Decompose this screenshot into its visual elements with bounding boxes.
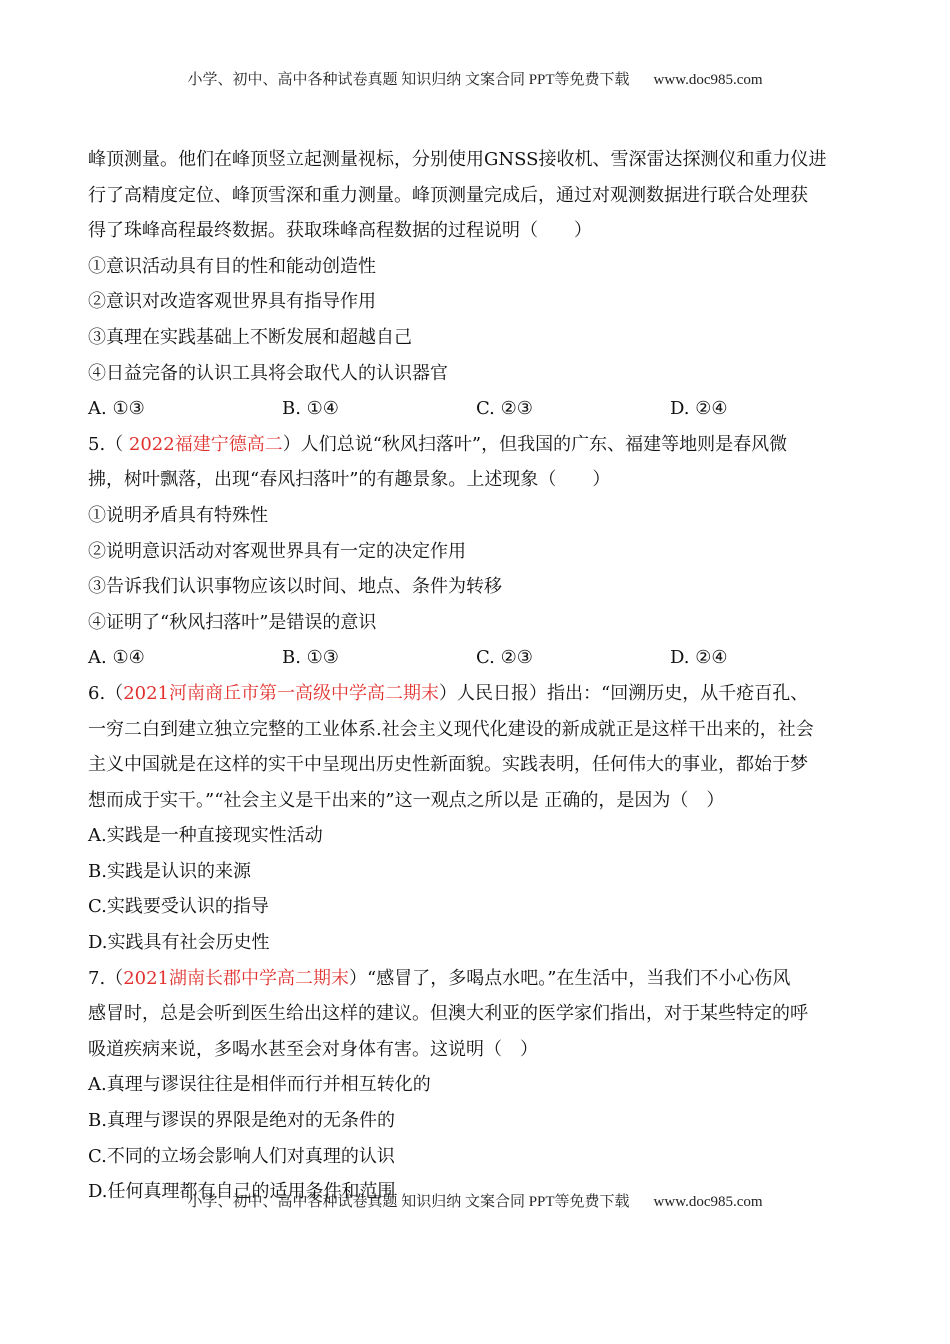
option-b: B.真理与谬误的界限是绝对的无条件的 <box>88 1110 395 1132</box>
question-stem-line: 拂，树叶飘落，出现“春风扫落叶”的有趣景象。上述现象（ ） <box>88 469 611 491</box>
question-text: ）“感冒了，多喝点水吧。”在生活中，当我们不小心伤风 <box>349 967 791 989</box>
page-header <box>0 68 950 89</box>
page-footer <box>0 1190 950 1211</box>
statement-item: ④证明了“秋风扫落叶”是错误的意识 <box>88 611 377 633</box>
option-a: A. ①④ <box>88 647 145 669</box>
footer-text: 小学、初中、高中各种试卷真题 知识归纳 文案合同 PPT等免费下载 <box>187 1194 630 1210</box>
option-d: D.实践具有社会历史性 <box>88 932 270 954</box>
statement-item: ①意识活动具有目的性和能动创造性 <box>88 255 376 277</box>
question-stem-line: 行了高精度定位、峰顶雪深和重力测量。峰顶测量完成后，通过对观测数据进行联合处理获 <box>88 184 808 206</box>
statement-item: ①说明矛盾具有特殊性 <box>88 504 268 526</box>
question-stem-line: 一穷二白到建立独立完整的工业体系.社会主义现代化建设的新成就正是这样干出来的，社会 <box>88 718 814 740</box>
question-stem-line: 想而成于实干。”“社会主义是干出来的”这一观点之所以是 正确的，是因为（ ） <box>88 789 725 811</box>
question-stem-line: 感冒时，总是会听到医生给出这样的建议。但澳大利亚的医学家们指出，对于某些特定的呼 <box>88 1003 808 1025</box>
option-b: B.实践是认识的来源 <box>88 860 251 882</box>
option-d: D. ②④ <box>670 647 728 669</box>
question-stem-line: 主义中国就是在这样的实干中呈现出历史性新面貌。实践表明，任何伟大的事业，都始于梦 <box>88 754 808 776</box>
option-b: B. ①④ <box>282 398 339 420</box>
question-stem-line <box>88 961 868 997</box>
question-4 <box>88 142 868 427</box>
document-body <box>88 142 868 1210</box>
question-number: 7.（ <box>88 967 124 989</box>
statement-item: ②说明意识活动对客观世界具有一定的决定作用 <box>88 540 466 562</box>
question-number: 5.（ <box>88 433 129 455</box>
question-6 <box>88 676 868 961</box>
question-stem-line <box>88 676 868 712</box>
option-c: C. ②③ <box>476 398 533 420</box>
option-a: A.真理与谬误往往是相伴而行并相互转化的 <box>88 1074 431 1096</box>
answer-options <box>88 391 868 427</box>
header-url[interactable]: www.doc985.com <box>653 72 763 88</box>
option-c: C. ②③ <box>476 647 533 669</box>
question-text: ）人们总说“秋风扫落叶”，但我国的广东、福建等地则是春风微 <box>282 433 788 455</box>
option-c: C.实践要受认识的指导 <box>88 896 269 918</box>
question-stem-line <box>88 427 868 463</box>
question-stem-line: 峰顶测量。他们在峰顶竖立起测量视标，分别使用GNSS接收机、雪深雷达探测仪和重力仪进 <box>88 149 827 170</box>
question-7 <box>88 961 868 1210</box>
footer-url[interactable]: www.doc985.com <box>653 1194 763 1210</box>
option-a: A.实践是一种直接现实性活动 <box>88 825 323 847</box>
question-text: ）人民日报）指出：“回溯历史，从千疮百孔、 <box>439 682 809 704</box>
option-a: A. ①③ <box>88 398 145 420</box>
header-text: 小学、初中、高中各种试卷真题 知识归纳 文案合同 PPT等免费下载 <box>187 72 630 88</box>
question-source: 2021湖南长郡中学高二期末 <box>123 967 349 989</box>
statement-item: ②意识对改造客观世界具有指导作用 <box>88 291 376 313</box>
question-source: 2021河南商丘市第一高级中学高二期末 <box>123 682 439 704</box>
option-c: C.不同的立场会影响人们对真理的认识 <box>88 1145 395 1167</box>
question-source: 2022福建宁德高二 <box>128 433 283 455</box>
question-5 <box>88 427 868 676</box>
option-d: D. ②④ <box>670 398 728 420</box>
option-b: B. ①③ <box>282 647 339 669</box>
statement-item: ③告诉我们认识事物应该以时间、地点、条件为转移 <box>88 576 502 598</box>
question-stem-line: 吸道疾病来说，多喝水甚至会对身体有害。这说明（ ） <box>88 1038 538 1060</box>
question-number: 6.（ <box>88 682 124 704</box>
statement-item: ④日益完备的认识工具将会取代人的认识器官 <box>88 362 448 384</box>
question-stem-line: 得了珠峰高程最终数据。获取珠峰高程数据的过程说明（ ） <box>88 220 592 242</box>
answer-options <box>88 640 868 676</box>
option-d: D.任何真理都有自己的适用条件和范围 <box>88 1181 396 1203</box>
statement-item: ③真理在实践基础上不断发展和超越自己 <box>88 326 412 348</box>
